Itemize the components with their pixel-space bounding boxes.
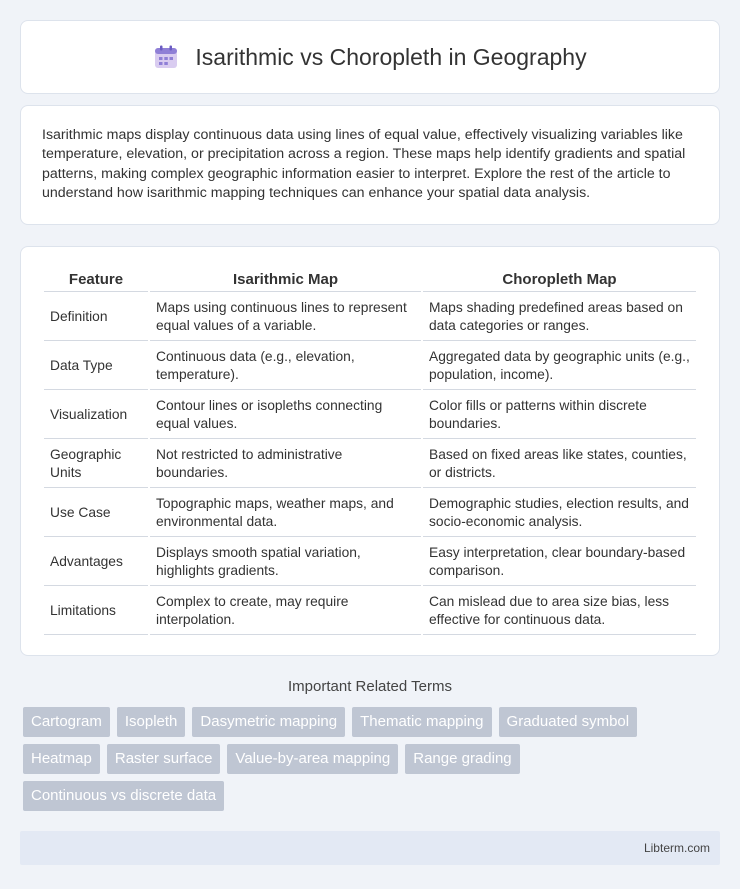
feature-cell: Limitations (44, 586, 148, 635)
table-row (44, 537, 696, 586)
tag-thematic-mapping[interactable]: Thematic mapping (352, 707, 491, 737)
isarithmic-cell: Displays smooth spatial variation, highlights gradients. (150, 537, 421, 586)
tag-raster-surface[interactable]: Raster surface (107, 744, 221, 774)
choropleth-cell: Color fills or patterns within discrete boundaries. (423, 390, 696, 439)
calendar-icon (153, 44, 179, 70)
comparison-table (42, 265, 698, 635)
feature-cell: Advantages (44, 537, 148, 586)
tag-isopleth[interactable]: Isopleth (117, 707, 186, 737)
table-row (44, 292, 696, 341)
intro-paragraph: Isarithmic maps display continuous data using lines of equal value, effectively visualizing variables like temperature, elevation, or precipitation across a region. These maps help identify gradients and spatial patterns, making complex geographic information easier to interpret. Explore the rest of the article to understand how isarithmic mapping techniques can enhance your spatial data analysis. (42, 127, 686, 202)
isarithmic-cell: Topographic maps, weather maps, and environmental data. (150, 488, 421, 537)
table-row (44, 586, 696, 635)
header-choropleth: Choropleth Map (423, 265, 696, 292)
table-row (44, 341, 696, 390)
title-card (20, 20, 720, 94)
isarithmic-cell: Contour lines or isopleths connecting equal values. (150, 390, 421, 439)
tag-continuous-vs-discrete-data[interactable]: Continuous vs discrete data (23, 781, 224, 811)
choropleth-cell: Easy interpretation, clear boundary-based comparison. (423, 537, 696, 586)
isarithmic-cell: Maps using continuous lines to represent equal values of a variable. (150, 292, 421, 341)
footer (20, 831, 720, 865)
tag-value-by-area-mapping[interactable]: Value-by-area mapping (227, 744, 398, 774)
feature-cell: Use Case (44, 488, 148, 537)
intro-card (20, 105, 720, 225)
comparison-table-card (20, 246, 720, 656)
choropleth-cell: Aggregated data by geographic units (e.g., population, income). (423, 341, 696, 390)
feature-cell: Data Type (44, 341, 148, 390)
feature-cell: Visualization (44, 390, 148, 439)
page-title: Isarithmic vs Choropleth in Geography (195, 43, 587, 70)
header-feature: Feature (44, 265, 148, 292)
feature-cell: Definition (44, 292, 148, 341)
related-terms-tags (20, 707, 700, 811)
table-row (44, 488, 696, 537)
footer-site-link[interactable]: Libterm.com (643, 841, 710, 855)
tag-graduated-symbol[interactable]: Graduated symbol (499, 707, 638, 737)
choropleth-cell: Can mislead due to area size bias, less effective for continuous data. (423, 586, 696, 635)
tag-dasymetric-mapping[interactable]: Dasymetric mapping (192, 707, 345, 737)
feature-cell: Geographic Units (44, 439, 148, 488)
table-row (44, 390, 696, 439)
isarithmic-cell: Continuous data (e.g., elevation, temperature). (150, 341, 421, 390)
related-terms-title: Important Related Terms (288, 678, 452, 695)
tag-heatmap[interactable]: Heatmap (23, 744, 100, 774)
choropleth-cell: Maps shading predefined areas based on data categories or ranges. (423, 292, 696, 341)
tag-range-grading[interactable]: Range grading (405, 744, 519, 774)
table-header-row (44, 265, 696, 292)
header-isarithmic: Isarithmic Map (150, 265, 421, 292)
isarithmic-cell: Not restricted to administrative boundaries. (150, 439, 421, 488)
choropleth-cell: Demographic studies, election results, and socio-economic analysis. (423, 488, 696, 537)
isarithmic-cell: Complex to create, may require interpolation. (150, 586, 421, 635)
choropleth-cell: Based on fixed areas like states, counties, or districts. (423, 439, 696, 488)
table-row (44, 439, 696, 488)
tag-cartogram[interactable]: Cartogram (23, 707, 110, 737)
